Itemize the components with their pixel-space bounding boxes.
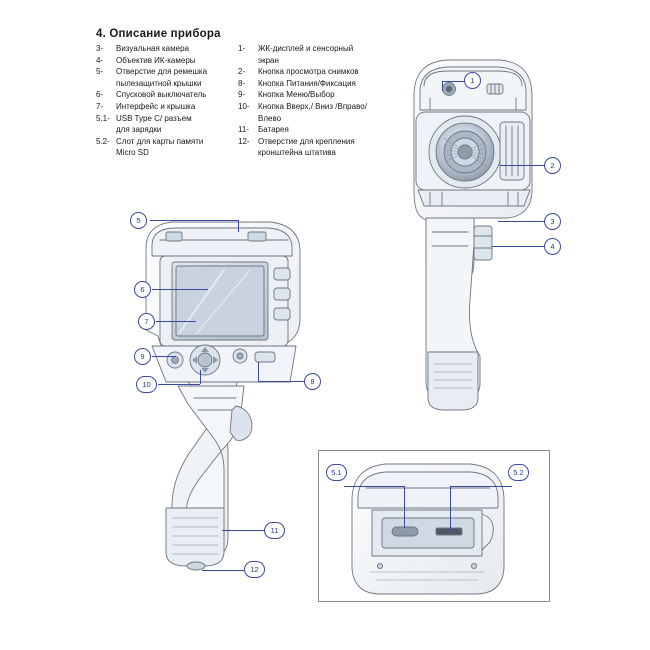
leader-line-12 <box>202 570 244 571</box>
callout-5-2: 5.2 <box>508 464 529 481</box>
legend-text-continuation: пылезащитной крышки <box>116 79 202 89</box>
legend-text: Слот для карты памяти <box>116 136 204 146</box>
leader-line-5-1 <box>404 486 405 528</box>
leader-line-8 <box>258 381 304 382</box>
callout-2: 2 <box>544 157 561 174</box>
legend-text-continuation: Влево <box>258 113 282 123</box>
page-title: 4. Описание прибора <box>96 28 221 40</box>
legend-number: 9- <box>238 90 246 100</box>
leader-line-10b <box>200 370 201 384</box>
callout-11: 11 <box>264 522 285 539</box>
legend-text: Отверстие для крепления <box>258 136 355 146</box>
leader-line-2 <box>500 165 544 166</box>
legend-number: 8- <box>238 78 246 88</box>
callout-10: 10 <box>136 376 157 393</box>
leader-line-5-2b <box>450 486 512 487</box>
callout-8: 8 <box>304 373 321 390</box>
camera-front-view <box>414 60 532 410</box>
legend-number: 3- <box>96 44 104 53</box>
callout-6: 6 <box>134 281 151 298</box>
legend-text: Кнопка Меню/Выбор <box>258 90 335 100</box>
leader-line-11 <box>222 530 264 531</box>
legend-text: Кнопка Питания/Фиксация <box>258 78 356 88</box>
leader-line-3 <box>498 221 544 222</box>
legend-text: USB Type C/ разъем <box>116 113 192 123</box>
legend-text-continuation: кронштейна штатива <box>258 148 336 158</box>
legend-text: Визуальная камера <box>116 44 189 53</box>
legend-number: 12- <box>238 136 250 146</box>
legend-number: 2- <box>238 66 246 76</box>
legend-number: 5.2- <box>96 136 110 146</box>
callout-7: 7 <box>138 313 155 330</box>
legend-text: Кнопка Вверх,/ Вниз /Вправо/ <box>258 102 367 112</box>
legend-number: 6- <box>96 90 104 100</box>
legend-number: 1- <box>238 44 246 53</box>
leader-line-5-2 <box>450 486 451 530</box>
legend-text: ЖК-дисплей и сенсорный <box>258 44 354 53</box>
leader-line-5 <box>150 220 238 221</box>
leader-line-8b <box>258 362 259 381</box>
leader-line-10 <box>158 384 200 385</box>
legend-text-continuation: Micro SD <box>116 148 149 158</box>
legend-text: Батарея <box>258 124 289 134</box>
callout-3: 3 <box>544 213 561 230</box>
leader-line-1 <box>442 81 464 82</box>
leader-line-5b <box>238 220 239 232</box>
legend-number: 11- <box>238 124 249 134</box>
callout-1: 1 <box>464 72 481 89</box>
legend-text-continuation: экран <box>258 55 279 65</box>
callout-5: 5 <box>130 212 147 229</box>
callout-12: 12 <box>244 561 265 578</box>
callout-9: 9 <box>134 348 151 365</box>
legend-text: Спусковой выключатель <box>116 90 207 100</box>
legend-number: 5.1- <box>96 113 110 123</box>
leader-line-4 <box>492 246 544 247</box>
leader-line-5-1b <box>344 486 404 487</box>
legend-number: 7- <box>96 102 104 112</box>
camera-rear-view <box>146 222 300 570</box>
callout-4: 4 <box>544 238 561 255</box>
interface-compartment-detail <box>352 464 504 594</box>
legend-number: 4- <box>96 55 104 65</box>
legend-number: 5- <box>96 67 104 77</box>
legend-text-continuation: для зарядки <box>116 125 162 135</box>
legend-text: Отверстие для ремешка <box>116 67 208 77</box>
legend-text: Объектив ИК-камеры <box>116 55 196 65</box>
leader-line-9 <box>152 356 176 357</box>
legend-text: Интерфейс и крышка <box>116 102 196 112</box>
leader-line-7 <box>156 321 196 322</box>
legend-number: 10- <box>238 102 250 112</box>
callout-5-1: 5.1 <box>326 464 347 481</box>
legend-text: Кнопка просмотра снимков <box>258 66 359 76</box>
leader-line-6 <box>152 289 208 290</box>
leader-line-1b <box>442 81 443 91</box>
